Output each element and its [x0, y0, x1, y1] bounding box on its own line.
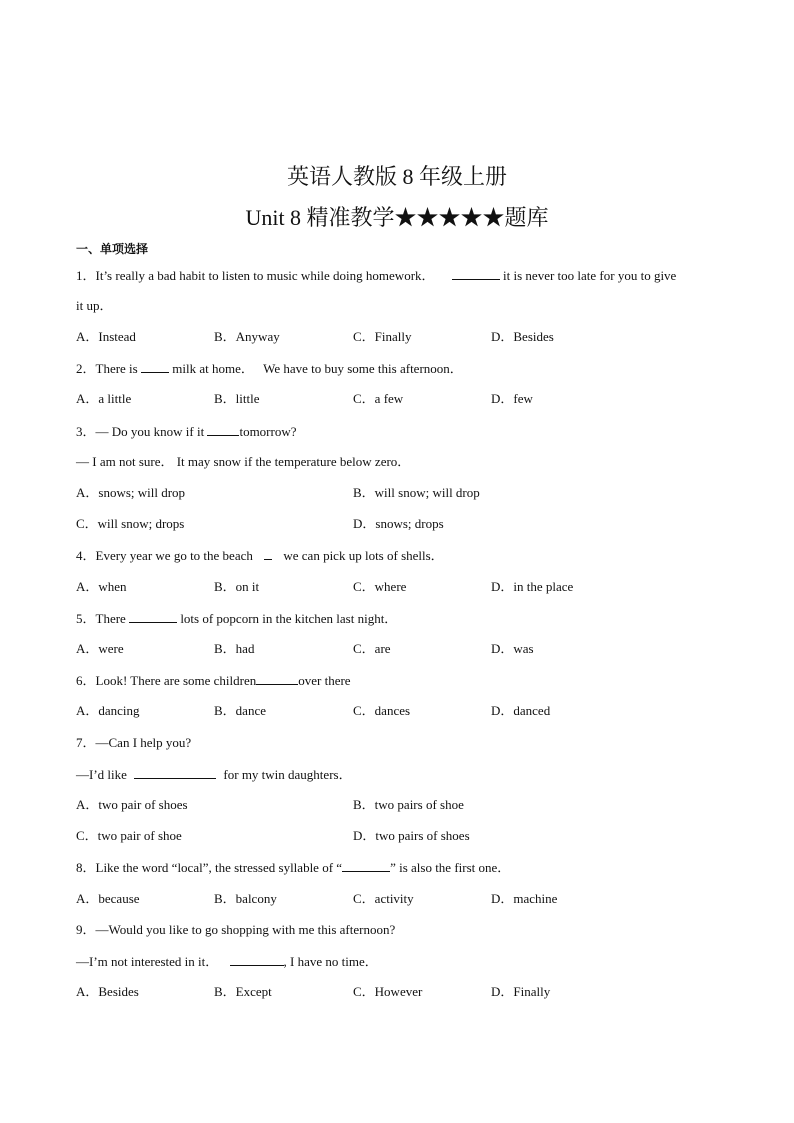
document-subtitle: Unit 8 精准教学★★★★★题库 — [245, 205, 549, 230]
option-b: B．dance — [214, 703, 266, 718]
question-text: milk at home． — [172, 361, 254, 376]
question-3-stem — [76, 422, 297, 441]
option-d: D．machine — [491, 891, 558, 906]
option-b: B．balcony — [214, 891, 277, 906]
question-3-reply: — I am not sure． It may snow if the temperature below zero． — [76, 454, 411, 469]
question-text: 3．— Do you know if it — [76, 424, 205, 439]
option-d: D．Besides — [491, 329, 554, 344]
option-a: A．Instead — [76, 329, 136, 344]
question-4-stem — [76, 546, 444, 565]
option-a: A．Besides — [76, 984, 139, 999]
option-b: B．on it — [214, 579, 260, 594]
option-a: A．dancing — [76, 703, 140, 718]
question-9-stem: 9．—Would you like to go shopping with me this afternoon? — [76, 922, 396, 937]
question-7-reply — [76, 765, 352, 784]
document-title: 英语人教版 8 年级上册 — [286, 164, 507, 189]
question-text: We have to buy some this afternoon． — [263, 361, 463, 376]
option-b: B．Anyway — [214, 329, 280, 344]
option-b: B．Except — [214, 984, 272, 999]
question-5-stem — [76, 609, 397, 628]
answer-blank — [264, 546, 272, 560]
option-d: D．few — [491, 391, 533, 406]
option-c: C．Finally — [353, 329, 412, 344]
option-c: C．dances — [353, 703, 411, 718]
option-d: D．Finally — [491, 984, 551, 999]
option-a: A．two pair of shoes — [76, 797, 188, 812]
option-c: C．However — [353, 984, 423, 999]
option-d: D．two pairs of shoes — [353, 828, 470, 843]
option-a: A．because — [76, 891, 140, 906]
question-1-stem-cont: it up． — [76, 298, 113, 313]
question-text: over there — [298, 673, 351, 688]
question-text: it is never too late for you to give — [503, 268, 677, 283]
question-text: 5．There — [76, 611, 126, 626]
question-9-reply — [76, 952, 378, 971]
option-b: B．little — [214, 391, 260, 406]
question-text: 4．Every year we go to the beach — [76, 548, 253, 563]
option-c: C．where — [353, 579, 407, 594]
option-d: D．snows; drops — [353, 516, 444, 531]
answer-blank — [134, 765, 216, 779]
question-text: 1．It’s really a bad habit to listen to music while doing homework． — [76, 268, 435, 283]
question-text: for my twin daughters． — [223, 767, 352, 782]
answer-blank — [207, 422, 239, 436]
option-d: D．was — [491, 641, 534, 656]
option-c: C．two pair of shoe — [76, 828, 182, 843]
answer-blank — [342, 858, 390, 872]
question-text: tomorrow? — [239, 424, 297, 439]
question-text: lots of popcorn in the kitchen last night． — [180, 611, 398, 626]
question-1-stem — [76, 266, 676, 285]
question-2-stem — [76, 359, 463, 378]
question-text: we can pick up lots of shells． — [283, 548, 444, 563]
option-a: A．snows; will drop — [76, 485, 186, 500]
section-heading: 一、单项选择 — [76, 242, 149, 256]
question-text: —I’m not interested in it． — [76, 954, 219, 969]
option-d: D．danced — [491, 703, 551, 718]
answer-blank — [230, 952, 284, 966]
question-text: —I’d like — [76, 767, 127, 782]
option-a: A．were — [76, 641, 124, 656]
option-c: C．are — [353, 641, 391, 656]
option-a: A．when — [76, 579, 127, 594]
question-text: 8．Like the word “local”, the stressed syllable of “ — [76, 860, 343, 875]
question-8-stem — [76, 858, 510, 877]
question-text: , I have no time． — [283, 954, 378, 969]
question-7-stem: 7．—Can I help you? — [76, 735, 192, 750]
answer-blank — [129, 609, 177, 623]
option-b: B．will snow; will drop — [353, 485, 480, 500]
question-text: 6．Look! There are some children — [76, 673, 257, 688]
option-a: A．a little — [76, 391, 132, 406]
option-c: C．will snow; drops — [76, 516, 185, 531]
answer-blank — [256, 671, 298, 685]
answer-blank — [141, 359, 169, 373]
option-c: C．activity — [353, 891, 414, 906]
option-b: B．had — [214, 641, 255, 656]
question-6-stem — [76, 671, 351, 690]
option-b: B．two pairs of shoe — [353, 797, 464, 812]
option-c: C．a few — [353, 391, 404, 406]
answer-blank — [452, 266, 500, 280]
question-text: ” is also the first one． — [390, 860, 511, 875]
option-d: D．in the place — [491, 579, 574, 594]
question-text: 2．There is — [76, 361, 138, 376]
